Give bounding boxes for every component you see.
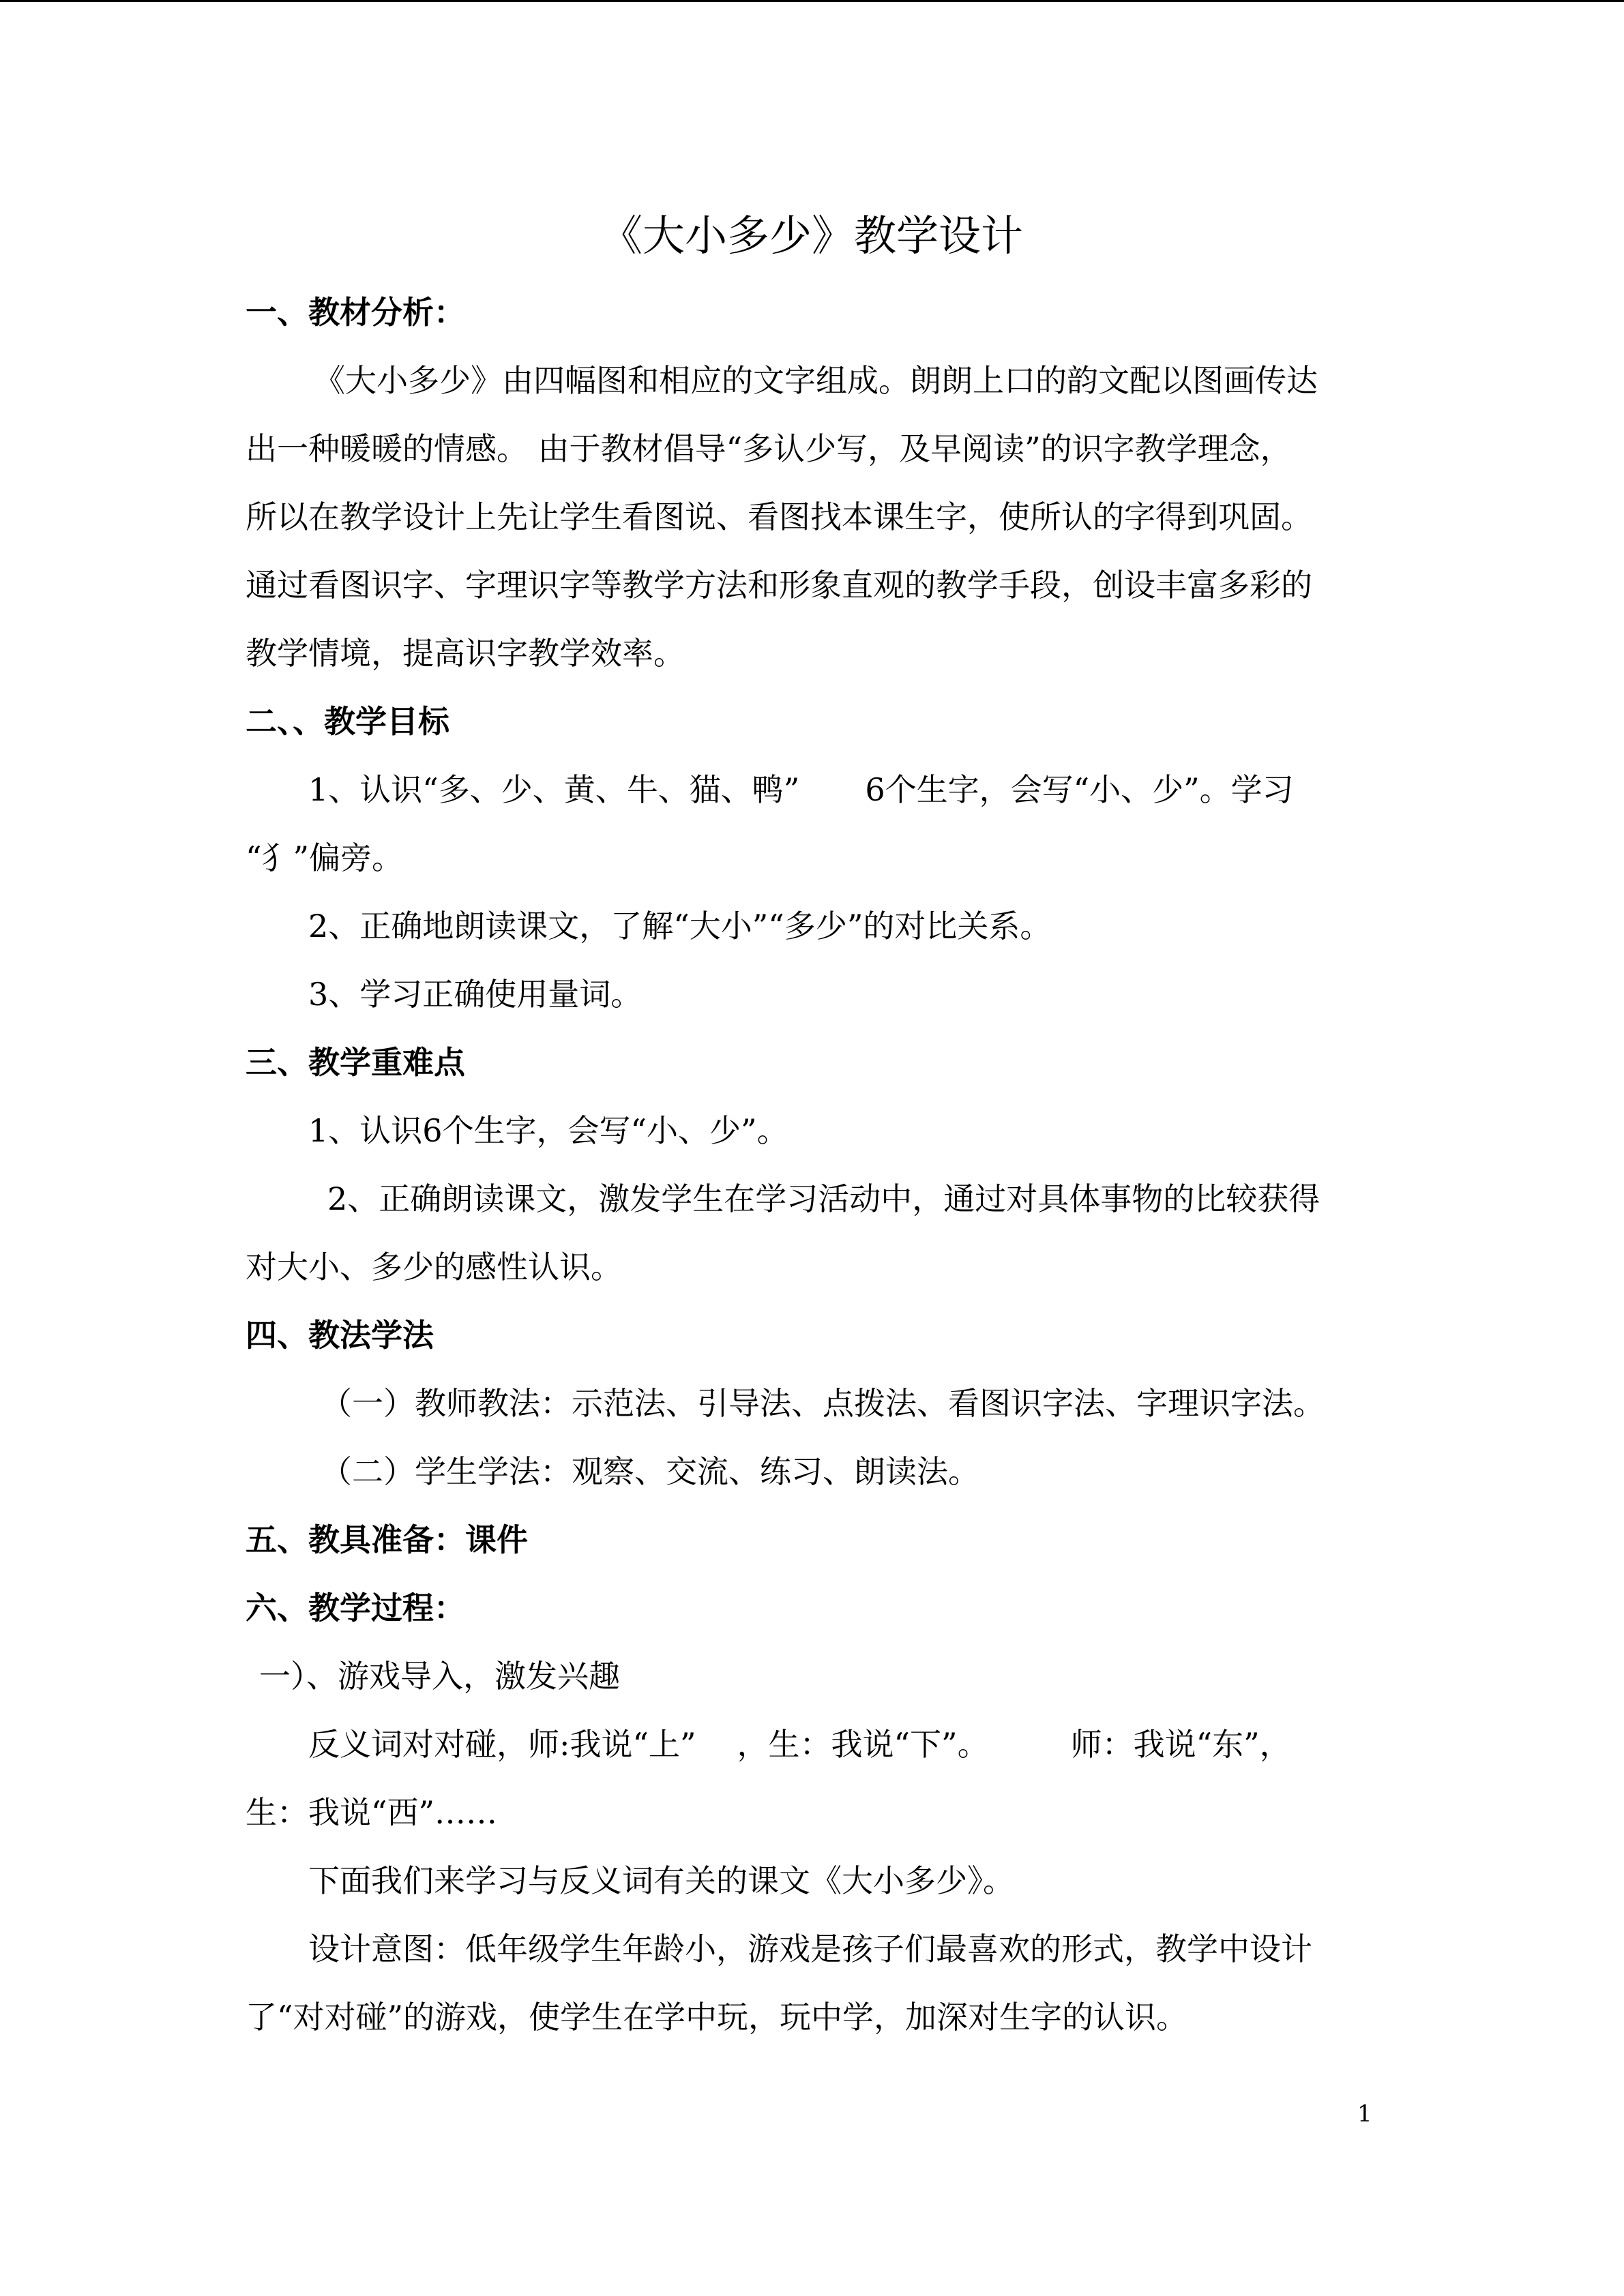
materials-line-3: 所以在教学设计上先让学生看图说、看图找本课生字，使所认的字得到巩固。 — [246, 498, 1312, 535]
materials-line-4: 通过看图识字、字理识字等教学方法和形象直观的教学手段，创设丰富多彩的 — [246, 567, 1312, 603]
section-heading-process: 六、教学过程： — [246, 1590, 465, 1626]
key-point-2: 2、正确朗读课文，激发学生在学习活动中，通过对具体事物的比较获得 — [327, 1180, 1320, 1217]
teacher-methods: （一）教师教法：示范法、引导法、点拨法、看图识字法、字理识字法。 — [321, 1385, 1325, 1422]
process-step-1: 一）、游戏导入，激发兴趣 — [259, 1658, 620, 1695]
top-border-rule — [0, 0, 1624, 2]
section-heading-materials: 一、教材分析： — [246, 294, 465, 331]
section-heading-goals: 二、、教学目标 — [246, 703, 449, 740]
design-intent: 设计意图：低年级学生年龄小，游戏是孩子们最喜欢的形式，教学中设计 — [308, 1930, 1312, 1967]
goal-1 — [246, 756, 1378, 824]
game-part-c: 师：我说“东”， — [1070, 1726, 1291, 1763]
section-heading-key-points: 三、教学重难点 — [246, 1044, 465, 1081]
document-page — [246, 205, 1378, 2051]
materials-line-2: 出一种暖暖的情感。 由于教材倡导“多认少写，及早阅读”的识字教学理念， — [246, 430, 1292, 467]
game-part-b: ，生：我说“下”。 — [737, 1726, 989, 1763]
materials-line-1: 《大小多少》由四幅图和相应的文字组成。朗朗上口的韵文配以图画传达 — [314, 362, 1318, 399]
design-intent-continuation: 了“对对碰”的游戏，使学生在学中玩，玩中学，加深对生字的认识。 — [246, 1999, 1188, 2036]
key-point-2-continuation: 对大小、多少的感性认识。 — [246, 1249, 622, 1285]
goal-1-part-2: 6个生字，会写“小、少”。学习 — [865, 771, 1294, 808]
goal-2: 2、正确地朗读课文，了解“大小”“多少”的对比关系。 — [308, 908, 1052, 944]
student-methods: （二）学生学法：观察、交流、练习、朗读法。 — [321, 1453, 979, 1490]
lesson-intro: 下面我们来学习与反义词有关的课文《大小多少》。 — [308, 1862, 1014, 1899]
materials-line-5: 教学情境，提高识字教学效率。 — [246, 635, 685, 672]
page-number: 1 — [1357, 2100, 1372, 2128]
section-heading-methods: 四、教法学法 — [246, 1317, 434, 1354]
game-continuation: 生：我说“西”…… — [246, 1794, 498, 1831]
goal-1-continuation: “犭”偏旁。 — [246, 839, 404, 876]
game-part-a: 反义词对对碰，师:我说“上” — [308, 1726, 696, 1763]
goal-3: 3、学习正确使用量词。 — [308, 976, 643, 1013]
goal-1-part-1: 1、认识“多、少、黄、牛、猫、鸭” — [308, 771, 800, 808]
section-heading-tools: 五、教具准备：课件 — [246, 1521, 528, 1558]
key-point-1: 1、认识6个生字，会写“小、少”。 — [308, 1112, 788, 1149]
document-title: 《大小多少》教学设计 — [600, 211, 1023, 260]
game-line — [246, 1710, 1378, 1778]
